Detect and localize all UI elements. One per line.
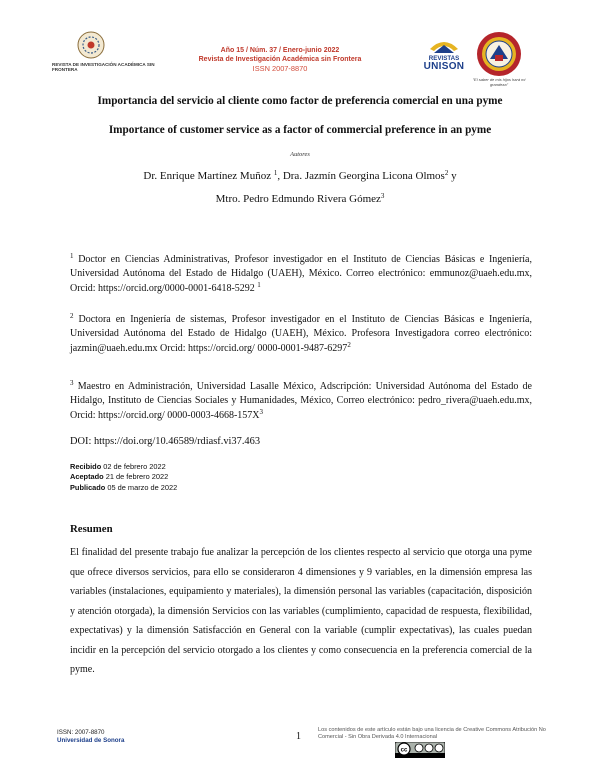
published-value: 05 de marzo de 2022 bbox=[105, 482, 178, 492]
footnote-2-text: Doctora en Ingeniería de sistemas, Profesor investigador en el Instituto de Ciencias Básicas e Ingeniería, Universidad Autónoma del Estado de Hidalgo (UAEH), México. Profesora Investigadora correo electrónico: jazmin@uaeh.edu.mx Orcid: https://orcid.org/ 0000-0001-9487-6297 bbox=[70, 314, 532, 354]
title-english: Importance of customer service as a factor of commercial preference in an pyme bbox=[108, 124, 492, 136]
received-value: 02 de febrero 2022 bbox=[101, 462, 166, 471]
seal-motto: "El saber de mis hijos hará mi grandeza" bbox=[472, 77, 526, 87]
unison-emblem-icon bbox=[428, 33, 460, 55]
revistas-unison-logo bbox=[420, 33, 468, 75]
footnote-2-mark: 2 bbox=[70, 312, 74, 320]
author-3-ref: 3 bbox=[380, 192, 385, 200]
author-2-tail: y bbox=[448, 170, 457, 182]
footnote-2-tail-mark: 2 bbox=[347, 340, 351, 349]
issue-info: Año 15 / Núm. 37 / Enero-junio 2022 bbox=[220, 47, 340, 54]
author-2-ref: 2 bbox=[444, 169, 449, 177]
unison-logo-bottom: UNISON bbox=[423, 61, 465, 72]
published-label: Publicado bbox=[70, 482, 106, 492]
abstract-body: El finalidad del presente trabajo fue analizar la percepción de los clientes respecto al servicio que otorga una pyme que ofrece diversos servicios, para ello se consideraron 4 dimensiones y 9 variables, en la dimensión empresa las variables (instalaciones, equipamiento y materiales), la dimensión personal las variables (capacitación, disposición y atención otorgada), la dimensión Servicios con las variables (cumplimiento, capacidad de respuesta, flexibilidad, expectativas) y la dimensión Satisfacción en General con la variable (cumplir expectativas), las cuales puedan incidir en la percepción del servicio otorgado a los clientes y como consecuencia en la preferencia comercial de la pyme. bbox=[70, 547, 532, 675]
abstract-heading: Resumen bbox=[70, 523, 113, 535]
accepted-value: 21 de febrero 2022 bbox=[103, 472, 169, 482]
author-2: , Dra. Jazmín Georgina Licona Olmos bbox=[277, 170, 445, 182]
footnote-1-mark: 1 bbox=[70, 252, 74, 260]
published-date bbox=[70, 483, 177, 493]
journal-logo bbox=[52, 30, 162, 82]
article-dates bbox=[70, 462, 177, 493]
authors-label: Autores bbox=[290, 151, 310, 158]
journal-name: Revista de Investigación Académica sin Frontera bbox=[198, 56, 362, 63]
journal-header bbox=[160, 46, 400, 73]
footnote-1-text: Doctor en Ciencias Administrativas, Profesor investigador en el Instituto de Ciencias Básicas e Ingeniería, Universidad Autónoma del Estado de Hidalgo (UAEH), México. Correo electrónico: emmunoz@uaeh.edu.mx, Orcid: https://orcid.org/0000-0001-6418-5292 bbox=[70, 254, 532, 294]
creative-commons-badge-icon[interactable] bbox=[395, 742, 445, 758]
footnote-1-tail-mark: 1 bbox=[257, 280, 261, 289]
footnote-3 bbox=[70, 380, 532, 423]
doi-link[interactable]: DOI: https://doi.org/10.46589/rdiasf.vi37.463 bbox=[70, 436, 261, 447]
footer-issn-block bbox=[57, 729, 124, 745]
journal-issn: ISSN 2007-8870 bbox=[252, 64, 308, 73]
university-seal-icon bbox=[476, 31, 522, 77]
accepted-date bbox=[70, 472, 177, 482]
authors-line-2 bbox=[40, 193, 560, 205]
footnote-3-tail-mark: 3 bbox=[259, 407, 264, 416]
license-notice: Los contenidos de este artículo están bajo una licencia de Creative Commons Atribución No Comercial - Sin Obra Derivada 4.0 Internacional bbox=[318, 727, 546, 741]
page-number: 1 bbox=[296, 731, 301, 742]
author-1: Dr. Enrique Martínez Muñoz bbox=[143, 170, 274, 182]
journal-emblem-icon bbox=[76, 30, 106, 60]
title-spanish: Importancia del servicio al cliente como factor de preferencia comercial en una pyme bbox=[97, 95, 503, 107]
cc-badge-text: cc bbox=[400, 747, 408, 754]
footnote-2 bbox=[70, 313, 532, 356]
footnote-1 bbox=[70, 253, 532, 296]
footnote-3-mark: 3 bbox=[70, 379, 74, 387]
footnote-3-text: Maestro en Administración, Universidad Lasalle México, Adscripción: Universidad Autónoma del Estado de Hidalgo, Instituto de Ciencias Sociales y Humanidades, México, Correo electrónico: pedro_rivera@uaeh.edu.mx, Orcid: https://orcid.org/ 0000-0003-4668-157X bbox=[70, 381, 532, 421]
author-1-ref: 1 bbox=[273, 169, 278, 177]
accepted-label: Aceptado bbox=[70, 472, 104, 482]
authors-line-1 bbox=[40, 170, 560, 182]
unison-logo-top: REVISTAS bbox=[428, 55, 460, 62]
footer-university: Universidad de Sonora bbox=[57, 737, 125, 744]
footer-issn: ISSN: 2007-8870 bbox=[57, 729, 105, 736]
journal-logo-text: REVISTA DE INVESTIGACIÓN ACADÉMICA SIN FRONTERA bbox=[52, 62, 155, 73]
received-label: Recibido bbox=[70, 462, 102, 471]
received-date bbox=[70, 462, 177, 472]
author-3: Mtro. Pedro Edmundo Rivera Gómez bbox=[215, 193, 381, 205]
